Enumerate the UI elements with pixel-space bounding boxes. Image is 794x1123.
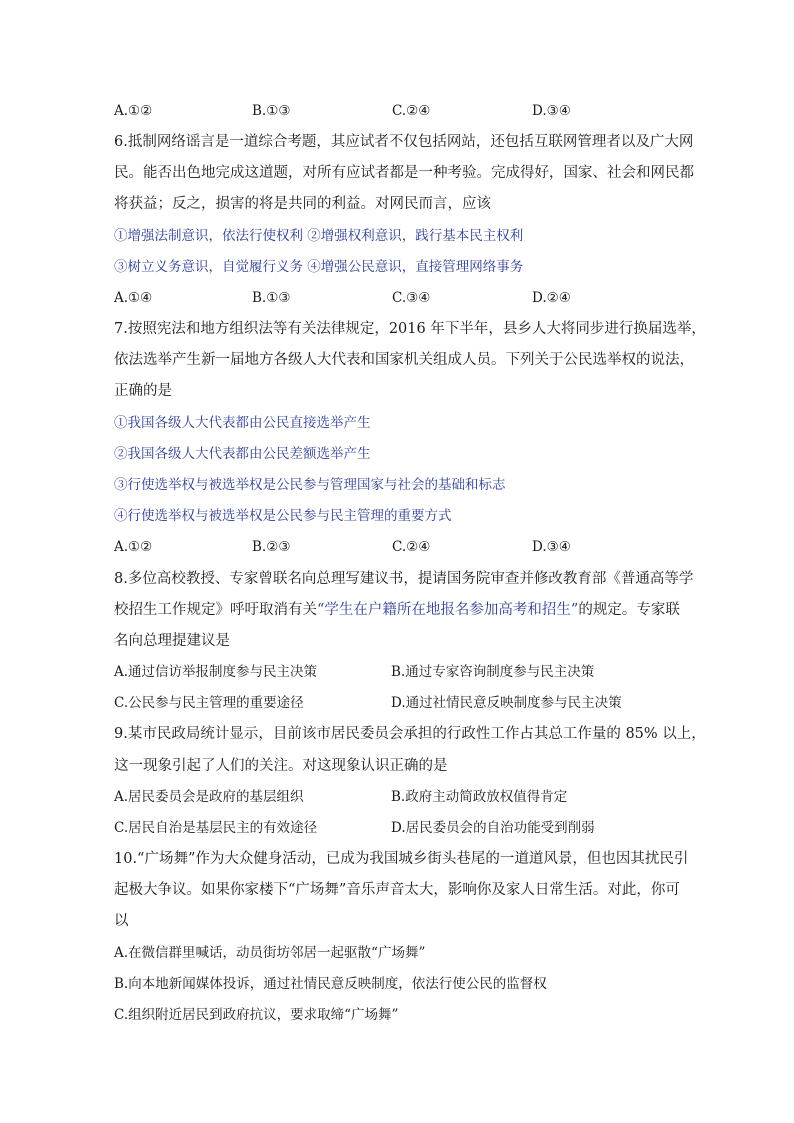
q7-option-d: D.③④ <box>532 539 571 555</box>
q9-option-c: C.居民自治是基层民主的有效途径 <box>114 820 318 836</box>
q7-statement-4: ④行使选举权与被选举权是公民参与民主管理的重要方式 <box>114 508 452 524</box>
q6-options <box>114 288 694 308</box>
q8-option-d: D.通过社情民意反映制度参与民主决策 <box>391 695 622 711</box>
q7-statement-2: ②我国各级人大代表都由公民差额选举产生 <box>114 446 371 462</box>
q6-statements-2: ③树立义务意识，自觉履行义务 ④增强公民意识，直接管理网络事务 <box>114 259 524 275</box>
q8-stem-part-a: 校招生工作规定》呼吁取消有关 <box>114 602 317 618</box>
q9-options-row-2 <box>114 818 694 838</box>
q6-statements-1: ①增强法制意识，依法行使权利 ②增强权利意识，践行基本民主权利 <box>114 228 524 244</box>
q5-option-d: D.③④ <box>532 103 571 119</box>
q8-option-a: A.通过信访举报制度参与民主决策 <box>114 664 318 680</box>
q8-option-b: B.通过专家咨询制度参与民主决策 <box>391 664 595 680</box>
q7-option-a: A.①② <box>114 539 153 555</box>
q9-stem-line-1: 9.某市民政局统计显示，目前该市居民委员会承担的行政性工作占其总工作量的 85% 以上， <box>114 726 706 742</box>
q10-stem-line-1: 10.“广场舞”作为大众健身活动，已成为我国城乡街头巷尾的一道道风景，但也因其扰民引 <box>114 851 689 867</box>
q8-stem-line-3: 名向总理提建议是 <box>114 633 230 649</box>
q8-options-row-1 <box>114 662 694 682</box>
q8-quoted-rule: “学生在户籍所在地报名参加高考和招生” <box>317 602 579 618</box>
q6-option-a: A.①④ <box>114 290 153 306</box>
q7-option-b: B.②③ <box>252 539 291 555</box>
q10-stem-line-2: 起极大争议。如果你家楼下“广场舞”音乐声音太大，影响你及家人日常生活。对此，你可 <box>114 882 680 898</box>
q9-options-row-1 <box>114 787 694 807</box>
q8-stem-line-1: 8.多位高校教授、专家曾联名向总理写建议书，提请国务院审查并修改教育部《普通高等学 <box>114 571 694 587</box>
q8-options-row-2 <box>114 693 694 713</box>
q10-option-c: C.组织附近居民到政府抗议，要求取缔“广场舞” <box>114 1007 399 1023</box>
q6-option-b: B.①③ <box>252 290 291 306</box>
q10-option-a: A.在微信群里喊话，动员街坊邻居一起驱散“广场舞” <box>114 945 426 961</box>
q8-option-c: C.公民参与民主管理的重要途径 <box>114 695 304 711</box>
q10-option-b: B.向本地新闻媒体投诉，通过社情民意反映制度，依法行使公民的监督权 <box>114 976 547 992</box>
q9-option-b: B.政府主动简政放权值得肯定 <box>391 789 568 805</box>
q7-stem-line-1: 7.按照宪法和地方组织法等有关法律规定，2016 年下半年，县乡人大将同步进行换届选举， <box>114 321 706 337</box>
q6-stem-line-3: 将获益；反之，损害的将是共同的利益。对网民而言，应该 <box>114 196 491 212</box>
q5-option-a: A.①② <box>114 103 153 119</box>
q5-options <box>114 101 694 121</box>
q7-options <box>114 537 694 557</box>
q5-option-c: C.②④ <box>392 103 431 119</box>
q9-stem-line-2: 这一现象引起了人们的关注。对这现象认识正确的是 <box>114 758 448 774</box>
q7-stem-line-3: 正确的是 <box>114 383 172 399</box>
q7-stem-line-2: 依法选举产生新一届地方各级人大代表和国家机关组成人员。下列关于公民选举权的说法， <box>114 352 694 368</box>
q6-option-c: C.③④ <box>392 290 431 306</box>
q8-stem-line-2 <box>114 600 680 620</box>
q6-option-d: D.②④ <box>532 290 571 306</box>
q10-stem-line-3: 以 <box>114 913 129 929</box>
q6-stem-line-2: 民。能否出色地完成这道题，对所有应试者都是一种考验。完成得好，国家、社会和网民都 <box>114 165 694 181</box>
q9-option-a: A.居民委员会是政府的基层组织 <box>114 789 304 805</box>
q7-statement-1: ①我国各级人大代表都由公民直接选举产生 <box>114 415 371 431</box>
q7-statement-3: ③行使选举权与被选举权是公民参与管理国家与社会的基础和标志 <box>114 477 506 493</box>
q8-stem-part-c: 的规定。专家联 <box>578 602 680 618</box>
q9-option-d: D.居民委员会的自治功能受到削弱 <box>391 820 595 836</box>
q6-stem-line-1: 6.抵制网络谣言是一道综合考题，其应试者不仅包括网站，还包括互联网管理者以及广大网 <box>114 134 694 150</box>
q5-option-b: B.①③ <box>252 103 291 119</box>
q7-option-c: C.②④ <box>392 539 431 555</box>
